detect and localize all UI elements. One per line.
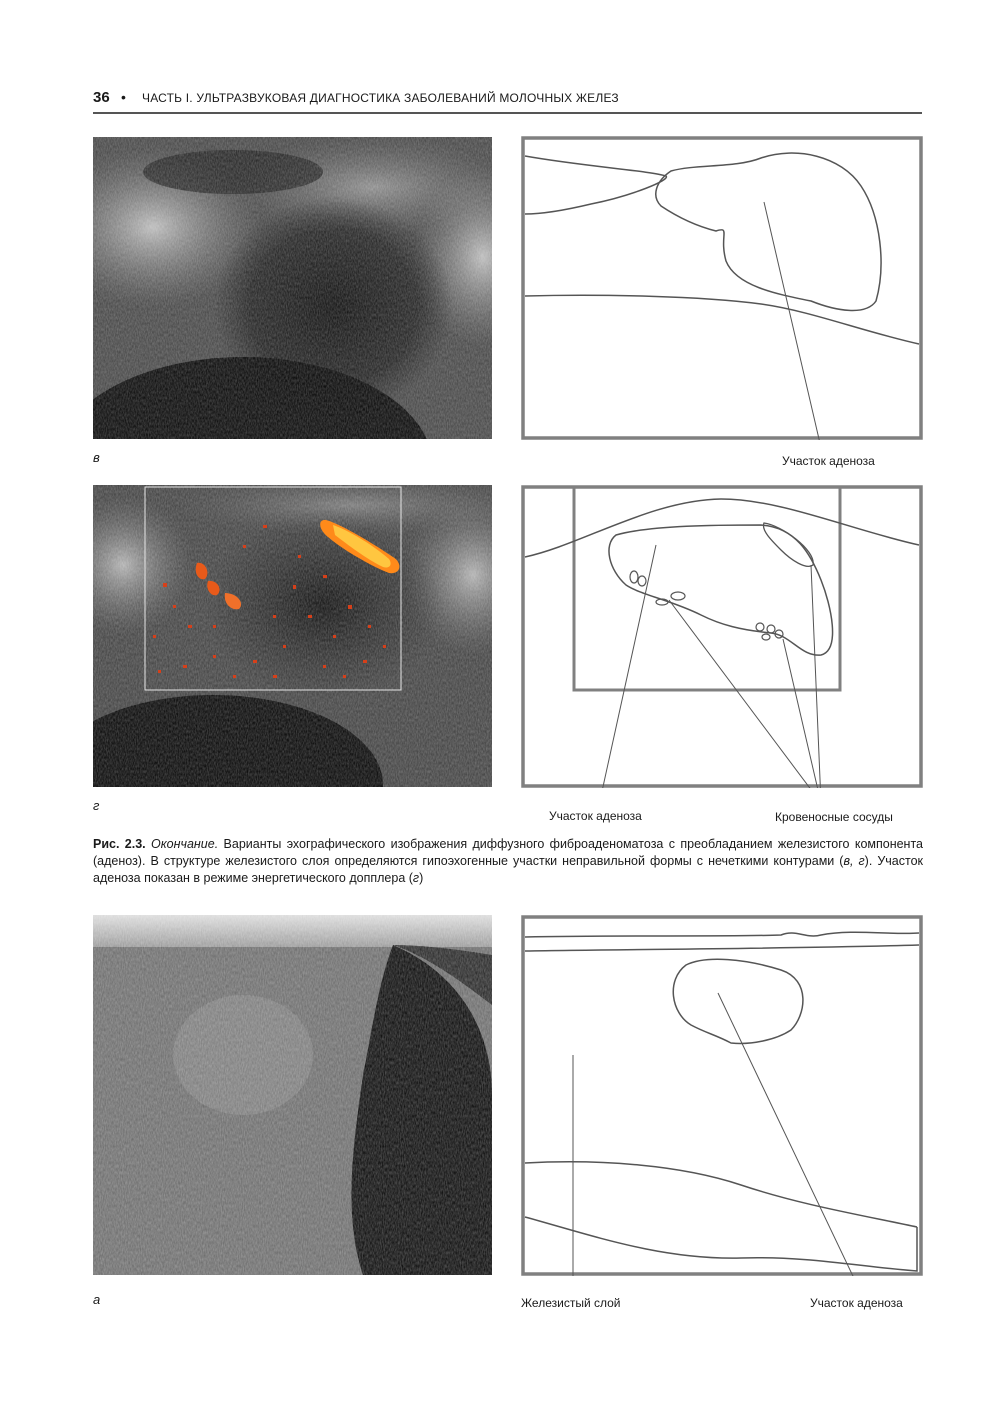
diagram-g [521,485,923,788]
figure-caption [93,836,923,887]
caption-ending-word: Окончание. [151,837,219,851]
diagram-frame [523,487,921,786]
panel-letter-v: в [93,450,100,465]
label-adenosis-g: Участок аденоза [549,809,642,823]
ultrasound-image-a [93,915,492,1275]
caption-text-1: Варианты эхографического изображения диффузного фиброаденоматоза с преобладанием железистого компонента (аденоз). В структуре железистого слоя определяются гипоэхогенные участки неправильной формы с нечеткими контурами ( [93,837,924,868]
diagram-v [521,136,923,440]
diagram-frame [523,917,921,1274]
figure-number: Рис. 2.3. [93,837,146,851]
caption-ref-1: в, г [843,854,865,868]
panel-letter-g: г [93,798,100,813]
diagram-a [521,915,923,1276]
diagram-frame [523,138,921,438]
header-divider [93,112,922,114]
header-bullet: • [121,89,126,105]
ultrasound-doppler-image-g [93,485,492,787]
panel-letter-a: а [93,1292,101,1307]
label-adenosis-v: Участок аденоза [782,454,875,468]
caption-text-2: ). Участок аденоза показан в режиме энергетического допплера ( [93,854,923,885]
label-glandular-a: Железистый слой [521,1296,621,1310]
running-title: ЧАСТЬ I. УЛЬТРАЗВУКОВАЯ ДИАГНОСТИКА ЗАБОЛЕВАНИЙ МОЛОЧНЫХ ЖЕЛЕЗ [142,91,619,105]
caption-ref-2: г [412,871,420,885]
ultrasound-image-v [93,137,492,439]
label-adenosis-a: Участок аденоза [810,1296,903,1310]
label-vessels-g: Кровеносные сосуды [775,810,893,824]
caption-text-3: ) [419,871,424,885]
page-number: 36 [93,89,110,106]
